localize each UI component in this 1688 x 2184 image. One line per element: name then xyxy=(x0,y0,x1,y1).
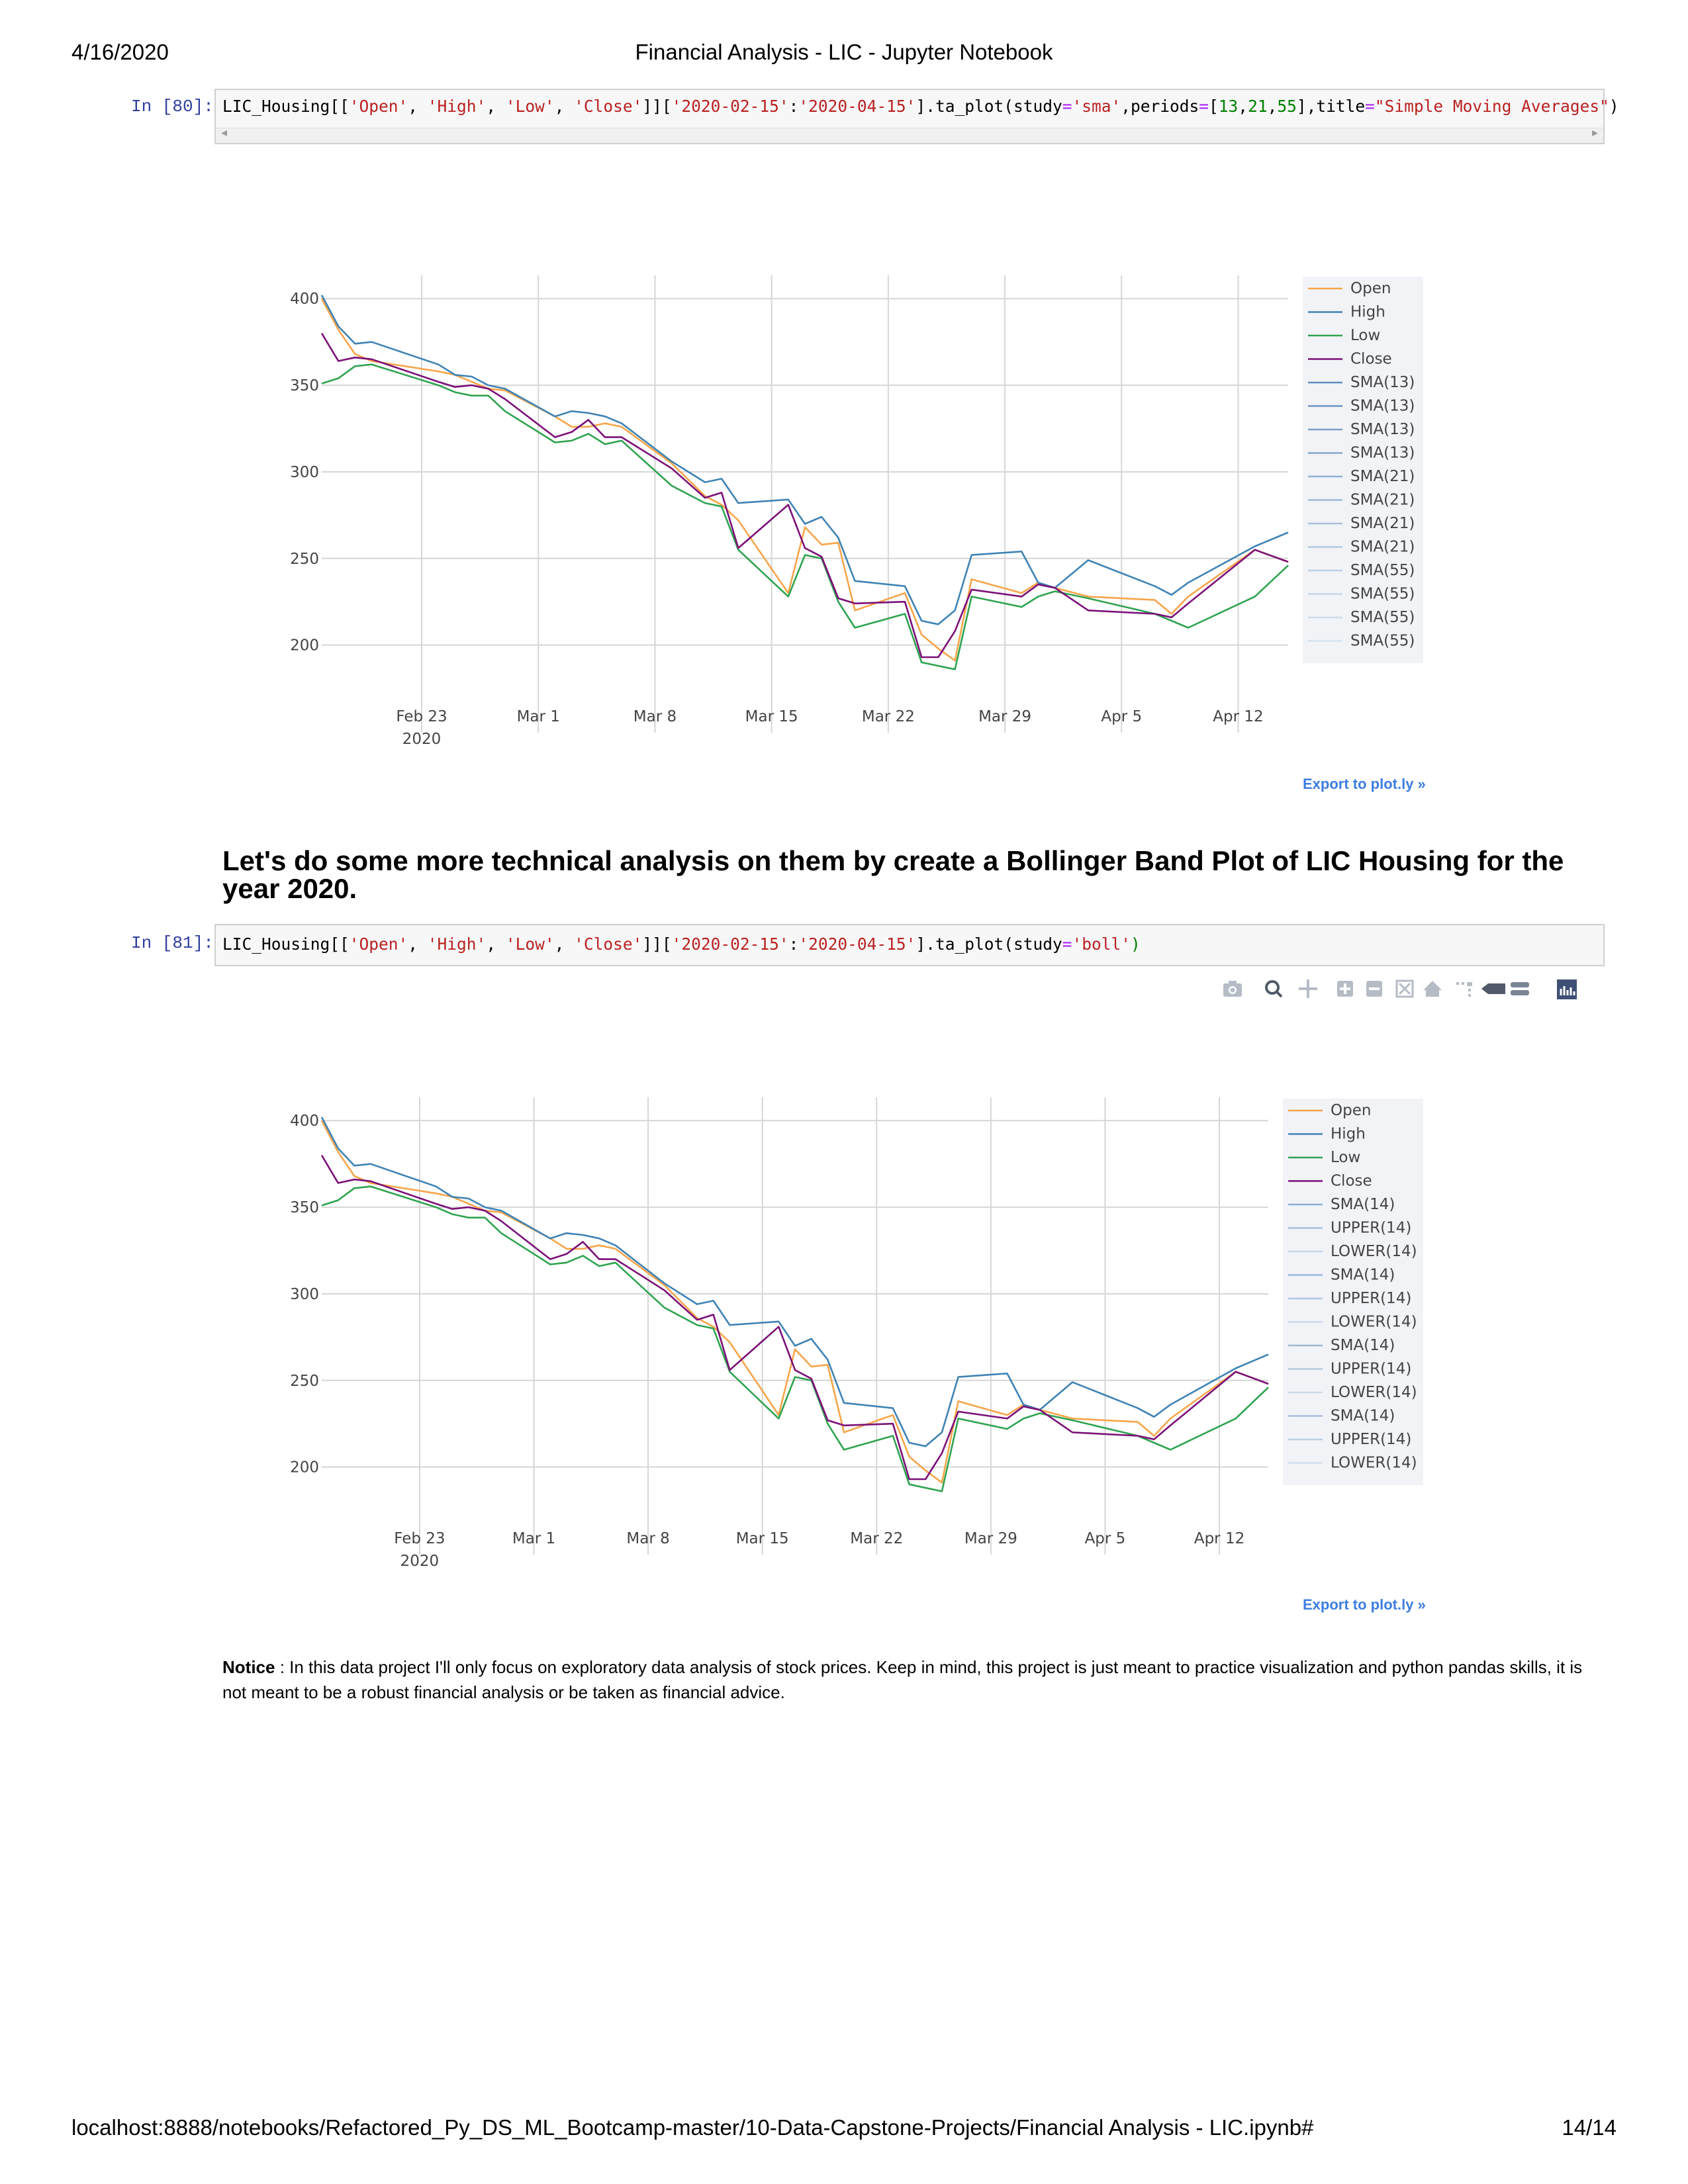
code-token: 'High' xyxy=(427,934,487,954)
code-token: 'boll' xyxy=(1072,934,1131,954)
cell-81-prompt: In [81]: xyxy=(131,933,214,953)
code-token: LIC_Housing[[ xyxy=(222,934,350,954)
hover-compare-icon[interactable] xyxy=(1511,982,1529,995)
x-tick-label: Mar 1 xyxy=(512,1530,556,1547)
x-tick-label: Feb 23 xyxy=(394,1530,445,1547)
legend-item[interactable]: UPPER(14) xyxy=(1331,1431,1412,1448)
x-tick-label: Apr 12 xyxy=(1213,708,1264,725)
code-token: 'Low' xyxy=(505,97,555,116)
code-token: '2020-02-15' xyxy=(671,934,789,954)
legend-item[interactable]: SMA(55) xyxy=(1350,585,1415,603)
zoom-in-icon[interactable] xyxy=(1337,981,1353,997)
legend-item[interactable]: LOWER(14) xyxy=(1331,1384,1417,1401)
code-token: "Simple Moving Averages" xyxy=(1374,97,1609,116)
page-number: 14/14 xyxy=(1562,2115,1617,2140)
code-token: = xyxy=(1199,97,1209,116)
series-line-close[interactable] xyxy=(322,334,1288,657)
legend-item[interactable]: SMA(55) xyxy=(1350,562,1415,579)
notice-label: Notice xyxy=(222,1657,275,1677)
x-tick-label: Mar 8 xyxy=(633,708,677,725)
legend-item[interactable]: LOWER(14) xyxy=(1331,1313,1417,1331)
code-token: '2020-04-15' xyxy=(798,97,916,116)
markdown-heading: Let's do some more technical analysis on them by create a Bollinger Band Plot of LIC Housing for the year 2020. xyxy=(222,845,1564,904)
legend-item[interactable]: SMA(21) xyxy=(1350,491,1415,509)
pan-icon[interactable] xyxy=(1299,979,1317,998)
code-token: 'Close' xyxy=(574,934,643,954)
code-token: '2020-04-15' xyxy=(798,934,916,954)
code-token: '2020-02-15' xyxy=(671,97,789,116)
plotly-modebar xyxy=(1221,976,1591,1002)
scroll-left-icon[interactable]: ◂ xyxy=(221,126,228,139)
legend-item[interactable]: SMA(13) xyxy=(1350,421,1415,438)
code-token: , xyxy=(554,934,575,954)
cell-80-code[interactable] xyxy=(222,97,1619,116)
y-tick-label: 400 xyxy=(290,291,319,308)
series-line-close[interactable] xyxy=(322,1156,1268,1479)
code-token: 'Open' xyxy=(349,97,408,116)
legend-item[interactable]: SMA(21) xyxy=(1350,515,1415,532)
series-line-open[interactable] xyxy=(322,298,1288,660)
legend[interactable] xyxy=(1303,277,1423,663)
x-tick-label: Feb 23 xyxy=(396,708,447,725)
code-token: ].ta_plot(study xyxy=(915,97,1062,116)
legend-item[interactable]: SMA(14) xyxy=(1331,1266,1395,1284)
cell-80-input[interactable] xyxy=(214,89,1619,144)
legend[interactable] xyxy=(1283,1099,1423,1485)
plotly-logo-icon[interactable] xyxy=(1557,979,1577,999)
code-token: , xyxy=(408,97,428,116)
cell-80-prompt: In [80]: xyxy=(131,97,214,116)
cell-81-input[interactable] xyxy=(214,924,1605,966)
legend-item[interactable]: SMA(55) xyxy=(1350,609,1415,626)
reset-axes-icon[interactable] xyxy=(1423,981,1442,997)
bollinger-chart[interactable] xyxy=(265,1093,1443,1576)
code-token: 21 xyxy=(1248,97,1268,116)
legend-item[interactable]: Open xyxy=(1331,1102,1372,1119)
x-tick-sublabel: 2020 xyxy=(400,1553,440,1570)
x-tick-label: Apr 12 xyxy=(1194,1530,1245,1547)
legend-item[interactable]: Close xyxy=(1350,350,1392,368)
export-to-plotly-link[interactable]: Export to plot.ly » xyxy=(1303,776,1426,792)
legend-item[interactable]: SMA(13) xyxy=(1350,374,1415,391)
legend-item[interactable]: LOWER(14) xyxy=(1331,1243,1417,1260)
series-line-open[interactable] xyxy=(322,1120,1268,1482)
legend-item[interactable]: Low xyxy=(1350,327,1381,344)
scroll-right-icon[interactable]: ▸ xyxy=(1591,126,1598,139)
code-token: , xyxy=(554,97,575,116)
code-token: LIC_Housing[[ xyxy=(222,97,350,116)
legend-item[interactable]: SMA(13) xyxy=(1350,397,1415,415)
legend-item[interactable]: High xyxy=(1350,303,1385,321)
export-to-plotly-link[interactable]: Export to plot.ly » xyxy=(1303,1596,1426,1613)
legend-item[interactable]: SMA(21) xyxy=(1350,468,1415,485)
x-tick-sublabel: 2020 xyxy=(402,731,442,748)
code-token: , xyxy=(486,97,506,116)
series-line-low[interactable] xyxy=(322,1187,1268,1492)
legend-item[interactable]: Low xyxy=(1331,1149,1361,1166)
code-token: ]][ xyxy=(642,934,672,954)
legend-item[interactable]: SMA(13) xyxy=(1350,444,1415,462)
y-tick-label: 300 xyxy=(290,463,319,481)
legend-item[interactable]: UPPER(14) xyxy=(1331,1219,1412,1237)
legend-item[interactable]: SMA(14) xyxy=(1331,1196,1395,1213)
spike-lines-icon[interactable] xyxy=(1456,982,1472,997)
series-line-low[interactable] xyxy=(322,365,1288,670)
x-tick-label: Mar 22 xyxy=(861,708,915,725)
camera-icon[interactable] xyxy=(1223,981,1242,997)
x-tick-label: Mar 15 xyxy=(745,708,798,725)
legend-item[interactable]: Close xyxy=(1331,1172,1372,1190)
x-tick-label: Apr 5 xyxy=(1101,708,1143,725)
legend-item[interactable]: SMA(21) xyxy=(1350,538,1415,556)
x-tick-label: Mar 29 xyxy=(978,708,1032,725)
page-url: localhost:8888/notebooks/Refactored_Py_DS_ML_Bootcamp-master/10-Data-Capstone-Projects/Financial Analysis - LIC.ipynb# xyxy=(71,2115,1314,2140)
y-tick-label: 350 xyxy=(290,377,319,395)
code-token: 'sma' xyxy=(1072,97,1121,116)
code-token: : xyxy=(788,934,799,954)
x-tick-label: Mar 15 xyxy=(735,1530,789,1547)
code-token: = xyxy=(1062,97,1072,116)
legend-item[interactable]: SMA(55) xyxy=(1350,632,1415,650)
code-token: = xyxy=(1062,934,1072,954)
y-tick-label: 200 xyxy=(290,637,319,655)
autoscale-icon[interactable] xyxy=(1397,981,1413,997)
code-token: 'Open' xyxy=(349,934,408,954)
x-tick-label: Mar 22 xyxy=(850,1530,904,1547)
code-token: 'Low' xyxy=(505,934,555,954)
code-token: ) xyxy=(1609,97,1619,116)
horizontal-scrollbar[interactable] xyxy=(216,128,1603,143)
legend-item[interactable]: UPPER(14) xyxy=(1331,1360,1412,1378)
code-token: , xyxy=(1238,97,1248,116)
legend-item[interactable]: Open xyxy=(1350,280,1391,297)
code-token: [ xyxy=(1209,97,1219,116)
code-token: = xyxy=(1365,97,1375,116)
code-token: 13 xyxy=(1218,97,1239,116)
series-line-high[interactable] xyxy=(322,1117,1268,1446)
notice-text: : In this data project I'll only focus on exploratory data analysis of stock prices. Keep in mind, this project is just meant to practice visualization and python pandas skills, it is not meant to be a robust financial analysis or be taken as financial advice. xyxy=(222,1657,1583,1702)
x-tick-label: Mar 8 xyxy=(626,1530,670,1547)
code-token: , xyxy=(1267,97,1278,116)
x-tick-label: Mar 1 xyxy=(516,708,560,725)
hover-closest-icon[interactable] xyxy=(1481,983,1505,994)
legend-item[interactable]: SMA(14) xyxy=(1331,1407,1395,1425)
code-token: ,periods xyxy=(1121,97,1199,116)
code-token: 'High' xyxy=(427,97,487,116)
series-line-high[interactable] xyxy=(322,295,1288,624)
legend-item[interactable]: High xyxy=(1331,1125,1366,1143)
code-token: ) xyxy=(1130,934,1141,954)
zoom-out-icon[interactable] xyxy=(1366,981,1382,997)
code-token: 'Close' xyxy=(574,97,643,116)
code-token: ]][ xyxy=(642,97,672,116)
code-token: , xyxy=(486,934,506,954)
y-tick-label: 250 xyxy=(290,1372,319,1390)
notice-paragraph xyxy=(222,1655,1586,1705)
y-tick-label: 250 xyxy=(290,550,319,568)
x-tick-label: Mar 29 xyxy=(964,1530,1017,1547)
y-tick-label: 400 xyxy=(290,1113,319,1130)
cell-81-code[interactable] xyxy=(222,934,1141,954)
x-tick-label: Apr 5 xyxy=(1084,1530,1126,1547)
code-token: 55 xyxy=(1277,97,1297,116)
zoom-icon[interactable] xyxy=(1266,981,1282,997)
code-token: , xyxy=(408,934,428,954)
page-title: Financial Analysis - LIC - Jupyter Notebook xyxy=(635,40,1053,64)
code-token: : xyxy=(788,97,799,116)
legend-item[interactable]: LOWER(14) xyxy=(1331,1454,1417,1472)
legend-item[interactable]: UPPER(14) xyxy=(1331,1290,1412,1307)
code-token: ],title xyxy=(1296,97,1366,116)
print-date: 4/16/2020 xyxy=(71,40,169,64)
sma-chart[interactable] xyxy=(265,271,1443,754)
y-tick-label: 300 xyxy=(290,1285,319,1303)
legend-item[interactable]: SMA(14) xyxy=(1331,1337,1395,1354)
y-tick-label: 350 xyxy=(290,1199,319,1217)
code-token: ].ta_plot(study xyxy=(915,934,1062,954)
y-tick-label: 200 xyxy=(290,1459,319,1477)
